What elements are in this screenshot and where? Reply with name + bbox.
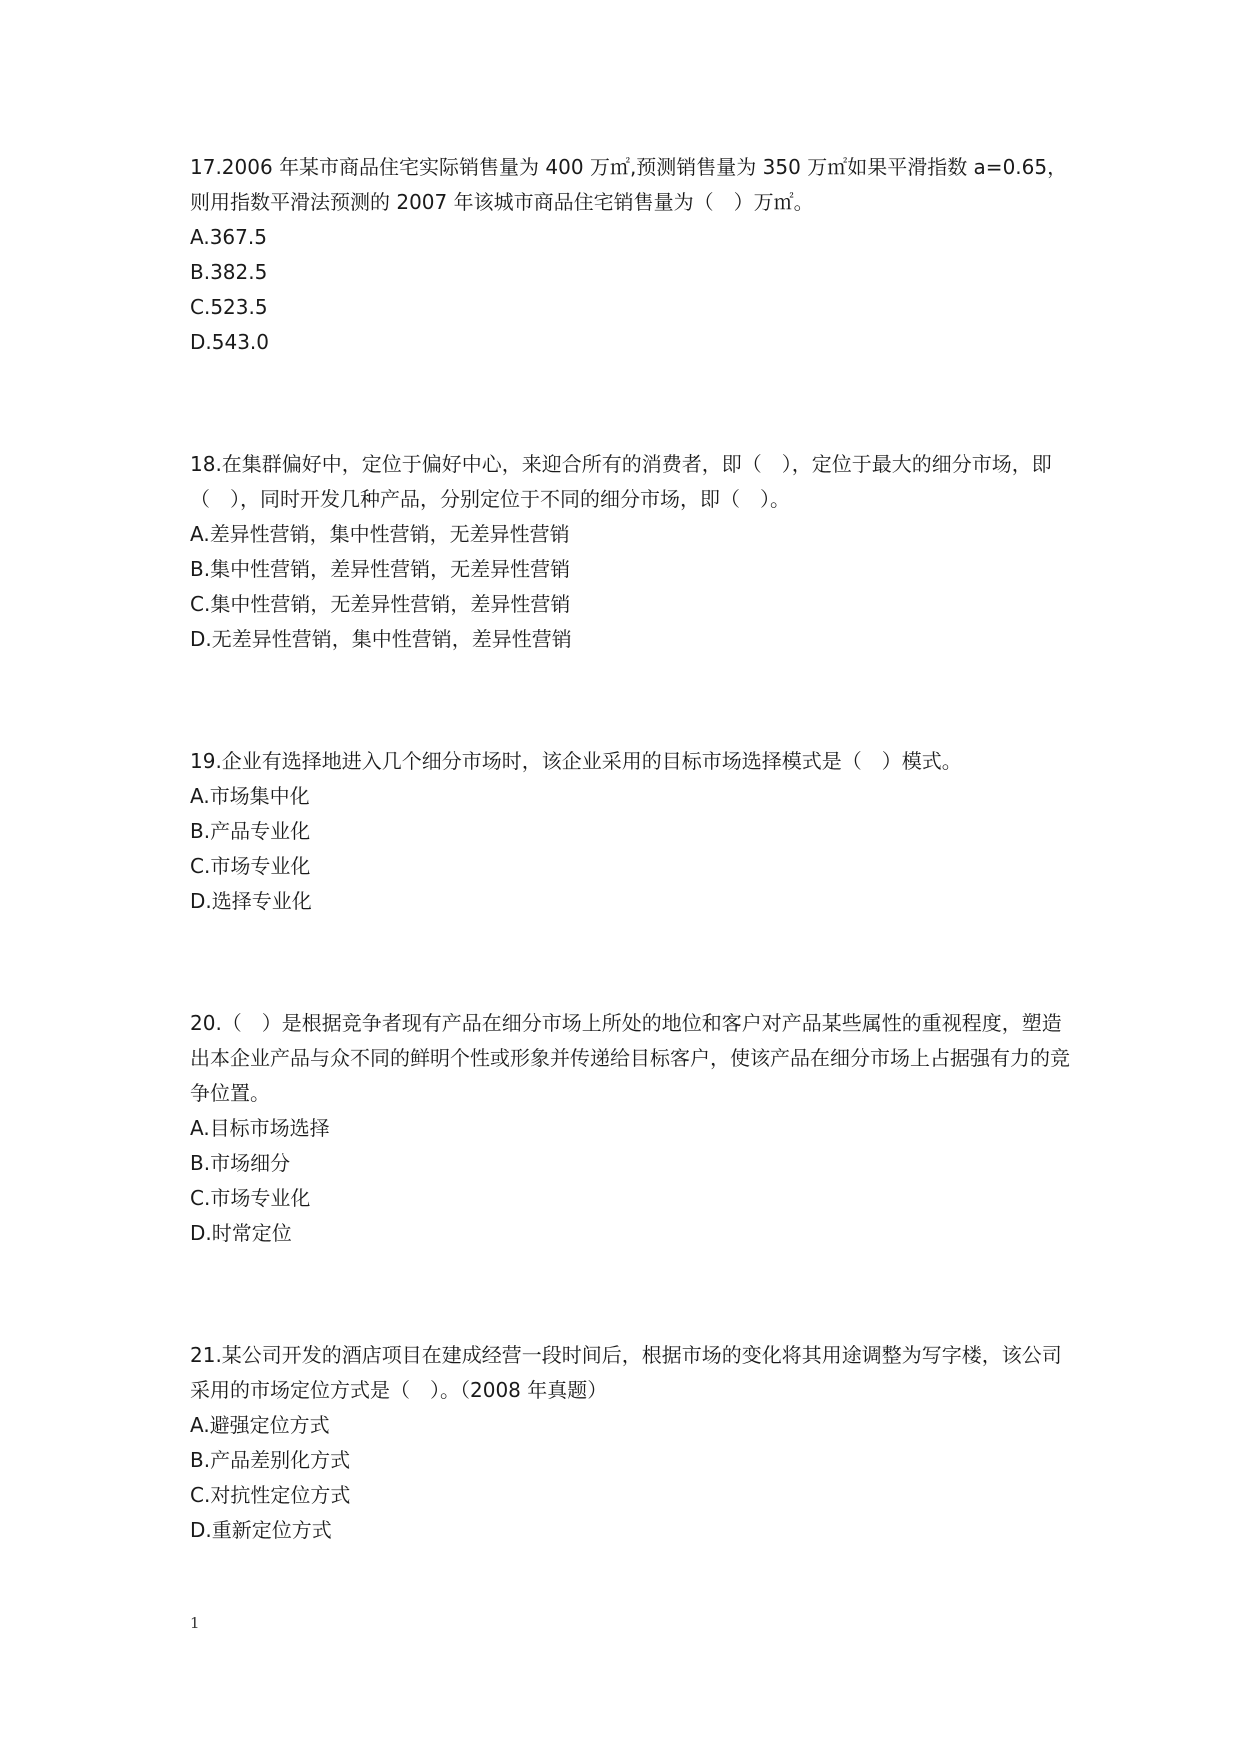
option-a: A.市场集中化: [190, 784, 310, 808]
question-18: [190, 447, 1070, 657]
question-stem: 19.企业有选择地进入几个细分市场时，该企业采用的目标市场选择模式是（ ）模式。: [190, 749, 962, 773]
option-d: D.无差异性营销，集中性营销，差异性营销: [190, 627, 572, 651]
option-d: D.时常定位: [190, 1221, 292, 1245]
option-list: [190, 1408, 1070, 1548]
question-list: [190, 150, 1070, 1548]
question-21: [190, 1338, 1070, 1548]
option-list: [190, 779, 1070, 919]
option-c: C.市场专业化: [190, 854, 311, 878]
option-b: B.集中性营销，差异性营销，无差异性营销: [190, 557, 571, 581]
option-b: B.产品差别化方式: [190, 1448, 351, 1472]
option-a: A.目标市场选择: [190, 1116, 330, 1140]
question-stem: 17.2006 年某市商品住宅实际销售量为 400 万㎡,预测销售量为 350 万㎡如果平滑指数 a=0.65，则用指数平滑法预测的 2007 年该城市商品住宅销售量为（ ）万㎡。: [190, 155, 1068, 214]
option-b: B.市场细分: [190, 1151, 291, 1175]
option-a: A.差异性营销，集中性营销，无差异性营销: [190, 522, 570, 546]
page-number: 1: [190, 1614, 200, 1632]
question-stem: 21.某公司开发的酒店项目在建成经营一段时间后，根据市场的变化将其用途调整为写字楼，该公司采用的市场定位方式是（ ）。（2008 年真题）: [190, 1343, 1062, 1402]
question-17: [190, 150, 1070, 360]
option-b: B.产品专业化: [190, 819, 311, 843]
option-c: C.市场专业化: [190, 1186, 311, 1210]
option-c: C.523.5: [190, 295, 268, 319]
option-a: A.避强定位方式: [190, 1413, 330, 1437]
option-d: D.重新定位方式: [190, 1518, 332, 1542]
option-c: C.集中性营销，无差异性营销，差异性营销: [190, 592, 571, 616]
option-list: [190, 220, 1070, 360]
option-d: D.选择专业化: [190, 889, 312, 913]
option-a: A.367.5: [190, 225, 267, 249]
option-list: [190, 517, 1070, 657]
question-20: [190, 1006, 1070, 1251]
question-19: [190, 744, 1070, 919]
option-c: C.对抗性定位方式: [190, 1483, 351, 1507]
option-list: [190, 1111, 1070, 1251]
option-d: D.543.0: [190, 330, 270, 354]
question-stem: 20.（ ）是根据竞争者现有产品在细分市场上所处的地位和客户对产品某些属性的重视程度，塑造出本企业产品与众不同的鲜明个性或形象并传递给目标客户，使该产品在细分市场上占据强有力的竞争位置。: [190, 1011, 1070, 1105]
option-b: B.382.5: [190, 260, 268, 284]
question-stem: 18.在集群偏好中，定位于偏好中心，来迎合所有的消费者，即（ ），定位于最大的细分市场，即（ ），同时开发几种产品，分别定位于不同的细分市场，即（ ）。: [190, 452, 1052, 511]
